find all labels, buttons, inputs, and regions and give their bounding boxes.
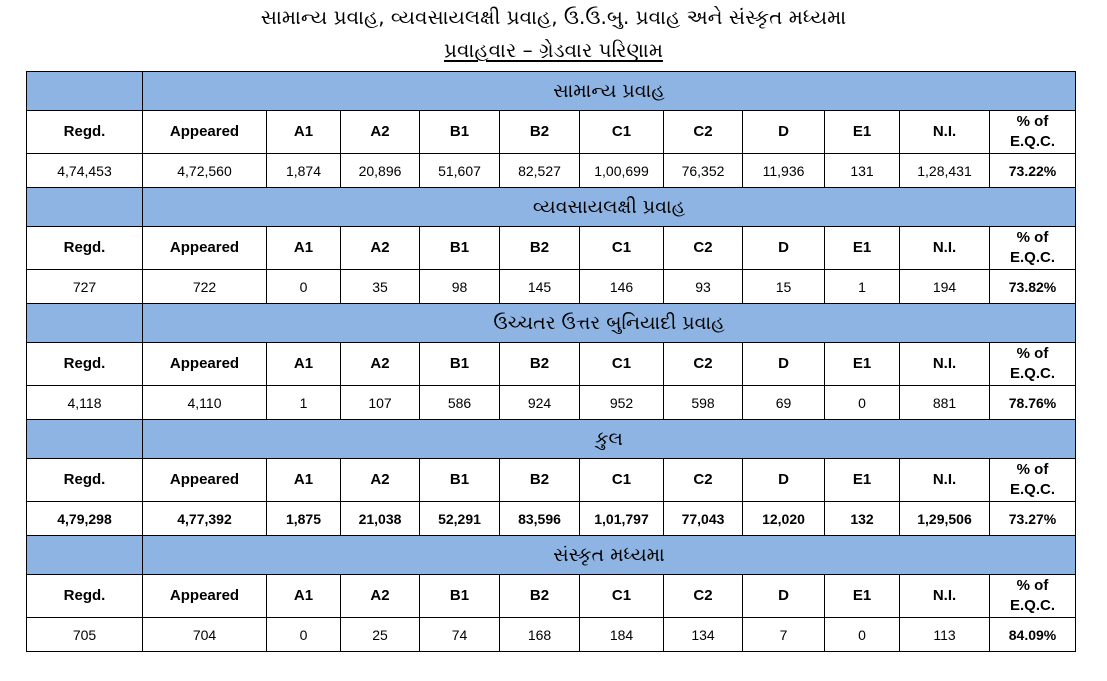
section-band xyxy=(27,536,1076,575)
section-band xyxy=(27,188,1076,227)
column-header: C2 xyxy=(664,227,743,270)
table-cell: 598 xyxy=(664,386,743,420)
column-header: Regd. xyxy=(27,575,143,618)
column-header: C2 xyxy=(664,459,743,502)
section-band-spacer xyxy=(27,536,143,575)
column-header: N.I. xyxy=(900,111,990,154)
column-header: A1 xyxy=(267,111,341,154)
section-title: વ્યવસાયલક્ષી પ્રવાહ xyxy=(143,188,1076,227)
table-cell: 21,038 xyxy=(341,502,420,536)
table-cell: 12,020 xyxy=(743,502,825,536)
column-header-row xyxy=(27,343,1076,386)
table-row xyxy=(27,270,1076,304)
section-band-spacer xyxy=(27,72,143,111)
section-title: સામાન્ય પ્રવાહ xyxy=(143,72,1076,111)
table-cell: 924 xyxy=(500,386,580,420)
table-cell: 20,896 xyxy=(341,154,420,188)
table-cell: 1,01,797 xyxy=(580,502,664,536)
column-header: Appeared xyxy=(143,459,267,502)
section-band-spacer xyxy=(27,188,143,227)
section-band-spacer xyxy=(27,420,143,459)
column-header: Regd. xyxy=(27,343,143,386)
table-cell: 0 xyxy=(825,386,900,420)
table-cell: 1,00,699 xyxy=(580,154,664,188)
table-cell: 132 xyxy=(825,502,900,536)
table-cell: 705 xyxy=(27,618,143,652)
column-header: Regd. xyxy=(27,227,143,270)
table-cell: 1,874 xyxy=(267,154,341,188)
column-header: A1 xyxy=(267,459,341,502)
document-title: સામાન્ય પ્રવાહ, વ્યવસાયલક્ષી પ્રવાહ, ઉ.ઉ.બુ. પ્રવાહ અને સંસ્કૃત મધ્યમા xyxy=(260,5,847,29)
table-row xyxy=(27,618,1076,652)
column-header-row xyxy=(27,227,1076,270)
column-header: Regd. xyxy=(27,459,143,502)
table-cell: 73.82% xyxy=(990,270,1076,304)
table-cell: 722 xyxy=(143,270,267,304)
column-header: % of E.Q.C. xyxy=(990,575,1076,618)
table-row xyxy=(27,386,1076,420)
table-cell: 83,596 xyxy=(500,502,580,536)
table-cell: 184 xyxy=(580,618,664,652)
column-header: E1 xyxy=(825,343,900,386)
column-header: E1 xyxy=(825,111,900,154)
table-cell: 1 xyxy=(267,386,341,420)
column-header: A2 xyxy=(341,343,420,386)
table-cell: 134 xyxy=(664,618,743,652)
column-header: % of E.Q.C. xyxy=(990,227,1076,270)
table-cell: 52,291 xyxy=(420,502,500,536)
table-cell: 4,77,392 xyxy=(143,502,267,536)
column-header-row xyxy=(27,575,1076,618)
table-cell: 0 xyxy=(267,618,341,652)
column-header: A2 xyxy=(341,111,420,154)
table-cell: 168 xyxy=(500,618,580,652)
column-header: N.I. xyxy=(900,227,990,270)
table-cell: 82,527 xyxy=(500,154,580,188)
section-band xyxy=(27,420,1076,459)
section-band xyxy=(27,304,1076,343)
table-cell: 4,118 xyxy=(27,386,143,420)
table-cell: 727 xyxy=(27,270,143,304)
results-table xyxy=(26,71,1076,652)
column-header-row xyxy=(27,459,1076,502)
table-cell: 0 xyxy=(267,270,341,304)
table-cell: 25 xyxy=(341,618,420,652)
column-header: % of E.Q.C. xyxy=(990,459,1076,502)
column-header: C1 xyxy=(580,111,664,154)
column-header: Appeared xyxy=(143,575,267,618)
table-cell: 78.76% xyxy=(990,386,1076,420)
table-cell: 113 xyxy=(900,618,990,652)
table-cell: 4,110 xyxy=(143,386,267,420)
column-header: E1 xyxy=(825,459,900,502)
column-header: A1 xyxy=(267,575,341,618)
table-cell: 73.27% xyxy=(990,502,1076,536)
document-subtitle-text: પ્રવાહવાર – ગ્રેડવાર પરિણામ xyxy=(444,38,663,62)
column-header: C2 xyxy=(664,343,743,386)
table-cell: 15 xyxy=(743,270,825,304)
table-cell: 1,29,506 xyxy=(900,502,990,536)
column-header: % of E.Q.C. xyxy=(990,343,1076,386)
table-cell: 952 xyxy=(580,386,664,420)
column-header: % of E.Q.C. xyxy=(990,111,1076,154)
column-header: Regd. xyxy=(27,111,143,154)
column-header: Appeared xyxy=(143,343,267,386)
table-cell: 73.22% xyxy=(990,154,1076,188)
column-header: C2 xyxy=(664,111,743,154)
section-title: કુલ xyxy=(143,420,1076,459)
column-header: C1 xyxy=(580,575,664,618)
section-title: સંસ્કૃત મધ્યમા xyxy=(143,536,1076,575)
column-header: A1 xyxy=(267,227,341,270)
table-cell: 93 xyxy=(664,270,743,304)
column-header: Appeared xyxy=(143,227,267,270)
table-cell: 1,875 xyxy=(267,502,341,536)
column-header: C1 xyxy=(580,459,664,502)
table-cell: 11,936 xyxy=(743,154,825,188)
table-cell: 704 xyxy=(143,618,267,652)
table-cell: 107 xyxy=(341,386,420,420)
column-header: B1 xyxy=(420,459,500,502)
table-cell: 7 xyxy=(743,618,825,652)
section-band xyxy=(27,72,1076,111)
table-cell: 145 xyxy=(500,270,580,304)
column-header: B2 xyxy=(500,459,580,502)
table-cell: 76,352 xyxy=(664,154,743,188)
column-header: D xyxy=(743,111,825,154)
column-header: N.I. xyxy=(900,459,990,502)
column-header: B2 xyxy=(500,227,580,270)
table-cell: 4,72,560 xyxy=(143,154,267,188)
table-row xyxy=(27,154,1076,188)
table-cell: 74 xyxy=(420,618,500,652)
table-cell: 69 xyxy=(743,386,825,420)
table-cell: 146 xyxy=(580,270,664,304)
column-header: B1 xyxy=(420,343,500,386)
column-header: B1 xyxy=(420,111,500,154)
table-cell: 1,28,431 xyxy=(900,154,990,188)
column-header: B2 xyxy=(500,111,580,154)
column-header: D xyxy=(743,227,825,270)
column-header: Appeared xyxy=(143,111,267,154)
column-header: C1 xyxy=(580,343,664,386)
column-header: B1 xyxy=(420,227,500,270)
column-header: A2 xyxy=(341,459,420,502)
column-header: D xyxy=(743,343,825,386)
column-header: A1 xyxy=(267,343,341,386)
table-cell: 77,043 xyxy=(664,502,743,536)
table-cell: 0 xyxy=(825,618,900,652)
column-header: B2 xyxy=(500,343,580,386)
column-header: D xyxy=(743,575,825,618)
table-cell: 1 xyxy=(825,270,900,304)
document-subtitle xyxy=(0,37,1107,63)
table-cell: 4,74,453 xyxy=(27,154,143,188)
column-header: N.I. xyxy=(900,575,990,618)
column-header: E1 xyxy=(825,227,900,270)
table-cell: 51,607 xyxy=(420,154,500,188)
column-header: E1 xyxy=(825,575,900,618)
table-cell: 4,79,298 xyxy=(27,502,143,536)
column-header: B2 xyxy=(500,575,580,618)
table-row xyxy=(27,502,1076,536)
table-cell: 35 xyxy=(341,270,420,304)
table-cell: 194 xyxy=(900,270,990,304)
column-header: A2 xyxy=(341,227,420,270)
column-header-row xyxy=(27,111,1076,154)
column-header: B1 xyxy=(420,575,500,618)
column-header: A2 xyxy=(341,575,420,618)
column-header: N.I. xyxy=(900,343,990,386)
section-band-spacer xyxy=(27,304,143,343)
table-cell: 84.09% xyxy=(990,618,1076,652)
table-cell: 98 xyxy=(420,270,500,304)
table-cell: 586 xyxy=(420,386,500,420)
table-cell: 131 xyxy=(825,154,900,188)
table-cell: 881 xyxy=(900,386,990,420)
section-title: ઉચ્ચતર ઉત્તર બુનિયાદી પ્રવાહ xyxy=(143,304,1076,343)
column-header: D xyxy=(743,459,825,502)
column-header: C1 xyxy=(580,227,664,270)
column-header: C2 xyxy=(664,575,743,618)
